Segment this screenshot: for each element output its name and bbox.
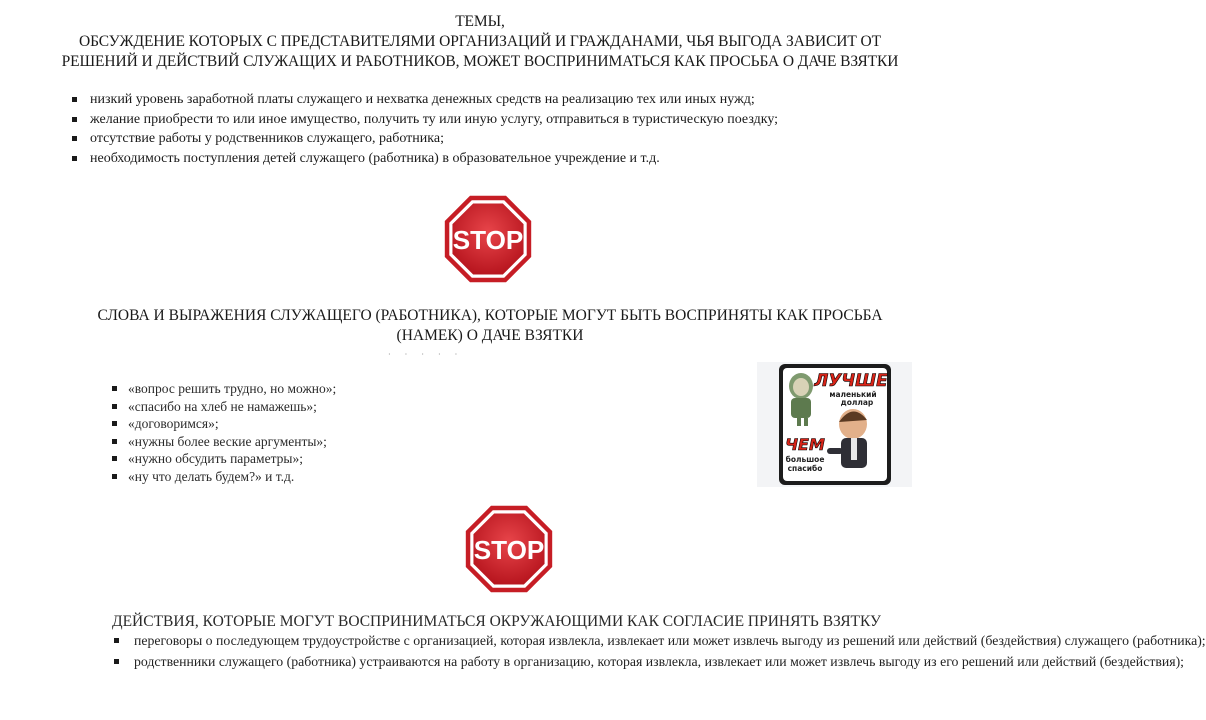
section1-title [20, 12, 940, 72]
section2-title-line: (НАМЕК) О ДАЧЕ ВЗЯТКИ [396, 327, 584, 344]
stop-sign-icon [464, 504, 554, 594]
section3-list [112, 632, 1206, 673]
poster-bottom-sub-2: спасибо [787, 464, 823, 473]
poster-bottom-word: ЧЕМ [785, 435, 825, 454]
list-item: отсутствие работы у родственников служащего, работника; [72, 129, 778, 149]
section1-list [72, 90, 778, 168]
section3-title: ДЕЙСТВИЯ, КОТОРЫЕ МОГУТ ВОСПРИНИМАТЬСЯ ОКРУЖАЮЩИМИ КАК СОГЛАСИЕ ПРИНЯТЬ ВЗЯТКУ [112, 613, 882, 630]
list-item: «нужно обсудить параметры»; [112, 450, 336, 468]
list-item: необходимость поступления детей служащего (работника) в образовательное учреждение и т.д. [72, 149, 778, 169]
list-item: желание приобрести то или иное имущество, получить ту или иную услугу, отправиться в туристическую поездку; [72, 110, 778, 130]
section2-list [112, 380, 336, 485]
stop-label: STOP [473, 534, 545, 565]
section1-title-line: РЕШЕНИЙ И ДЕЙСТВИЙ СЛУЖАЩИХ И РАБОТНИКОВ, МОЖЕТ ВОСПРИНИМАТЬСЯ КАК ПРОСЬБА О ДАЧЕ ВЗЯТКИ [61, 53, 899, 70]
stop-label: STOP [452, 224, 524, 255]
section1-title-line: ОБСУЖДЕНИЕ КОТОРЫХ С ПРЕДСТАВИТЕЛЯМИ ОРГАНИЗАЦИЙ И ГРАЖДАНАМИ, ЧЬЯ ВЫГОДА ЗАВИСИТ ОТ [78, 33, 882, 50]
list-item: родственники служащего (работника) устраиваются на работу в организацию, которая извлекла, извлекает или может извлечь выгоду из его решений или действий (бездействия); [112, 653, 926, 672]
list-item: «нужны более веские аргументы»; [112, 433, 336, 451]
list-item: низкий уровень заработной платы служащего и нехватка денежных средств на реализацию тех или иных нужд; [72, 90, 778, 110]
poster-top-word: ЛУЧШЕ [814, 371, 888, 391]
list-item: переговоры о последующем трудоустройстве с организацией, которая извлекла, извлекает или может извлечь выгоду из решений или действий (бездействия) служащего (работника); [112, 632, 926, 651]
poster-top-sub-2: доллар [840, 398, 874, 407]
list-item: «вопрос решить трудно, но можно»; [112, 380, 336, 398]
section2-title-line: СЛОВА И ВЫРАЖЕНИЯ СЛУЖАЩЕГО (РАБОТНИКА), КОТОРЫЕ МОГУТ БЫТЬ ВОСПРИНЯТЫ КАК ПРОСЬБА [97, 307, 883, 324]
poster-bottom-sub-1: большое [785, 455, 825, 464]
faint-dots: · · · · · [388, 350, 464, 359]
list-item: «ну что делать будем?» и т.д. [112, 468, 336, 486]
list-item: «договоримся»; [112, 415, 336, 433]
bribe-poster [757, 362, 912, 487]
list-item: «спасибо на хлеб не намажешь»; [112, 398, 336, 416]
section1-title-line: ТЕМЫ, [455, 13, 505, 30]
section2-title [40, 306, 940, 346]
poster-top-sub-1: маленький [829, 390, 877, 399]
stop-sign-icon [443, 194, 533, 284]
